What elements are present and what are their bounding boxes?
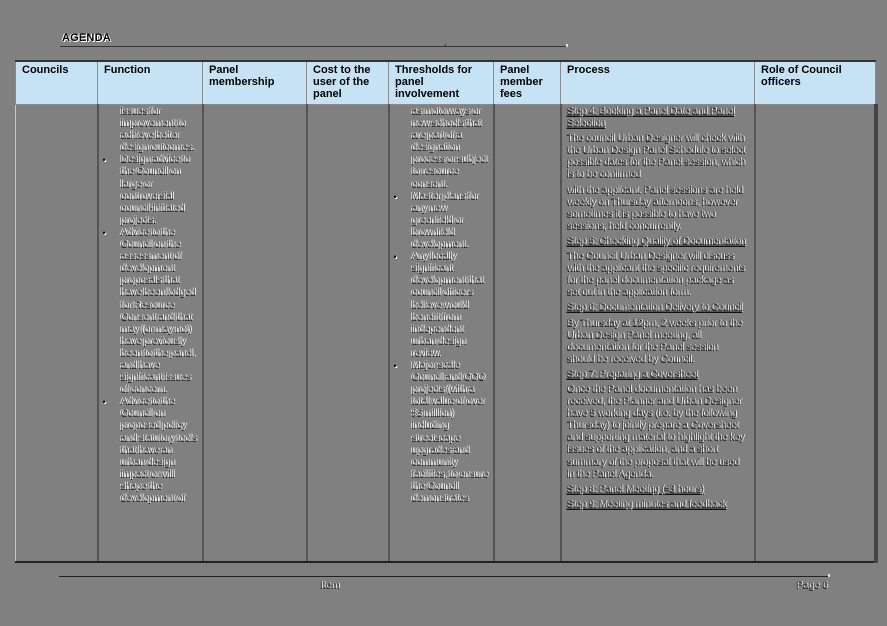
thresholds-lead-text: as motorways or new schools that are part of a designation process or subject to resource consent. — [411, 106, 488, 190]
header-cost-to-user: Cost to the user of the panel — [307, 61, 389, 105]
function-bullet-text: Advice to the Council on proposed policy and statutory tools that have an urban design impact or will shape the development of — [120, 396, 197, 504]
table-row — [16, 105, 876, 563]
process-step-6-text: By Thursday at 12pm, 2 weeks prior to the Urban Design Panel meeting, all documentation for the Panel session should be received by Council. — [566, 317, 742, 365]
header-thresholds: Thresholds for panel involvement — [389, 61, 494, 105]
process-step-7-heading: Step 7: Preparing a Coversheet — [566, 368, 698, 380]
cell-process — [561, 105, 755, 563]
function-lead-text: issues for improvement to achieve better design outcomes. — [120, 106, 195, 154]
thresholds-bullet-text: Any locally significant development that council officers believe would benefit from independent urban design review. — [411, 251, 484, 359]
cell-role-of-council-officers — [755, 105, 876, 563]
footer-page-number: Page 6 — [796, 580, 828, 591]
bullet-icon: • — [102, 227, 106, 238]
function-bullet-text: Design advice to the Council on large or controversial council-initiated projects. — [120, 154, 190, 226]
header-function: Function — [98, 61, 203, 105]
thresholds-bullet — [393, 359, 489, 505]
process-step-9-heading: Step 9: Meeting minutes and feedback — [566, 498, 727, 510]
cell-function — [98, 105, 203, 563]
bullet-icon: • — [393, 252, 397, 263]
header-process: Process — [561, 61, 755, 105]
process-step-5-text: The Council Urban Designer will discuss with the applicant the specific requirements for the panel documentation package as set out in the application form. — [566, 251, 745, 299]
function-bullet — [102, 396, 198, 505]
cell-panel-membership — [203, 105, 307, 563]
cell-cost-to-user — [307, 105, 389, 563]
process-step-5-heading: Step 5: Checking Quality of Documentation — [566, 235, 746, 247]
cell-councils — [16, 105, 98, 563]
cell-panel-member-fees — [494, 105, 561, 563]
process-step-7-text: Once the Panel documentation has been received, the Planner and Urban Designer have 5 working days (i.e. by the following Thursday) to jointly prepare a Coversheet and supporting material to highlight the key issues of the application, and a short summary of the proposal that will be used in the Panel Agenda. — [566, 383, 744, 480]
table-header-row — [16, 61, 876, 105]
process-step-8-heading: Step 8: Panel Meeting (≈3 hours) — [566, 483, 704, 495]
header-panel-member-fees: Panel member fees — [494, 61, 561, 105]
cell-thresholds — [389, 105, 494, 563]
process-step-4-text-b: with the applicant. Panel sessions are held weekly on Thursday afternoons, however sometimes it is possible to have two sessions, held concurrently. — [566, 184, 743, 232]
bullet-icon: • — [102, 155, 106, 166]
thresholds-bullet-text: Major scale Council and CCO projects (with a total value of over $5 million) including streetscape upgrades and community facilities, to ensure the Council demonstrates — [411, 359, 489, 504]
bullet-icon: • — [102, 397, 106, 408]
page-title: AGENDA — [62, 32, 111, 44]
agenda-table — [15, 60, 878, 563]
footer-divider — [59, 576, 829, 577]
header-role-of-council-officers: Role of Council officers — [755, 61, 876, 105]
title-divider-tick — [445, 44, 446, 47]
function-bullet — [102, 226, 198, 396]
process-step-4-heading: Step 4: Booking a Panel Date and Panel Selection — [566, 106, 735, 130]
process-step-6-heading: Step 6: Documentation Delivery to Council — [566, 302, 743, 314]
thresholds-bullet — [393, 190, 489, 251]
thresholds-bullet — [393, 251, 489, 360]
function-bullet-text: Advice to the Council on the assessment of development proposals that have been lodged for Resource Consent and that may (or may not) have previously been to the panel, and have significant issues of concern. — [120, 226, 196, 396]
title-divider — [60, 46, 568, 47]
title-divider-end — [566, 44, 568, 47]
header-panel-membership: Panel membership — [203, 61, 307, 105]
function-bullet — [102, 154, 198, 227]
footer-item-label: Item — [320, 580, 340, 591]
bullet-icon: • — [393, 360, 397, 371]
header-councils: Councils — [16, 61, 98, 105]
bullet-icon: • — [393, 191, 397, 202]
process-step-4-text-a: The council Urban Designer will check with the Urban Design Panel Schedule to select possible dates for the Panel session, which is to be confirmed — [566, 133, 745, 181]
footer-divider-end — [828, 574, 830, 577]
thresholds-bullet-text: Master plans for any new greenfield or brownfield development. — [411, 190, 479, 251]
